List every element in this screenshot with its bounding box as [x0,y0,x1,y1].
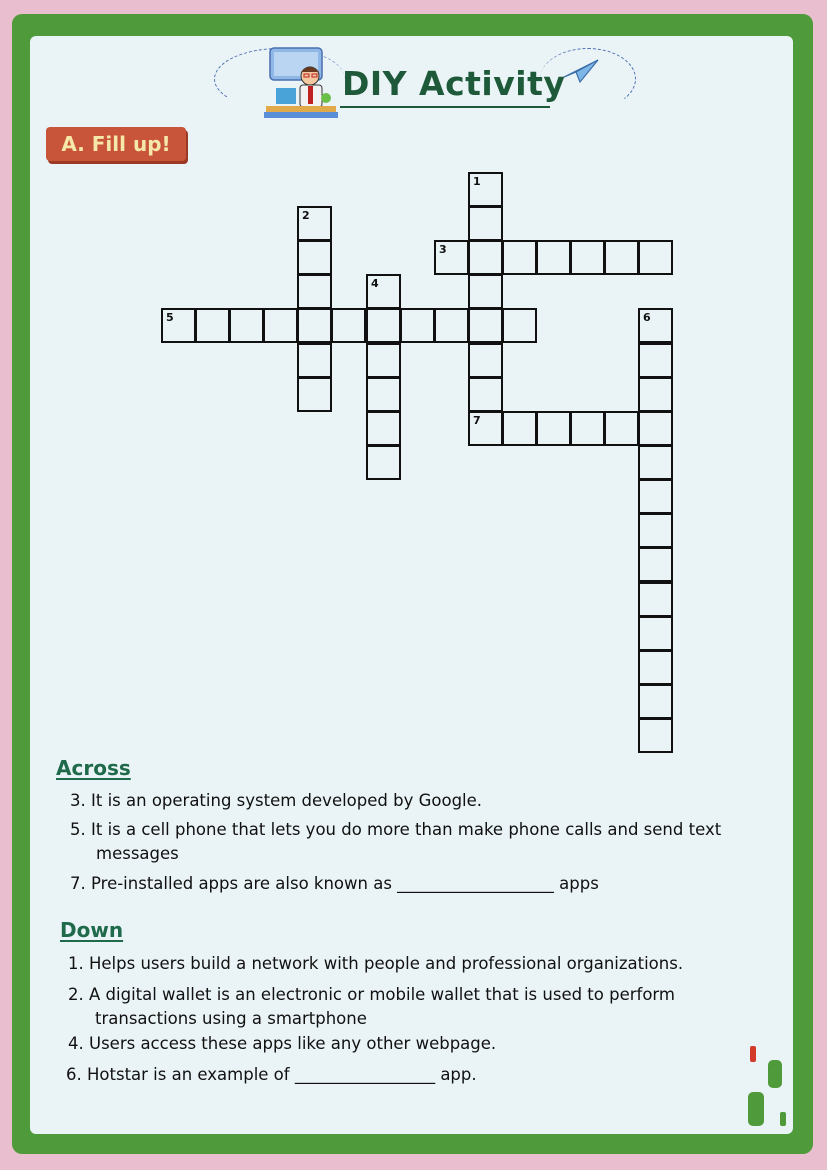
crossword-cell[interactable] [638,582,673,617]
crossword-cell[interactable] [297,206,332,241]
clue-number: 6. [66,1065,82,1084]
crossword-cell[interactable] [297,308,332,343]
clue-across-3 [70,789,482,813]
crossword-cell[interactable] [638,547,673,582]
crossword-cell[interactable] [468,172,503,207]
crossword-cell[interactable] [229,308,264,343]
crossword-cell[interactable] [638,650,673,685]
crossword-clue-number: 4 [371,277,379,290]
crossword-cell[interactable] [331,308,366,343]
clue-number: 5. [70,820,86,839]
paper-plane-icon [560,58,600,84]
crossword-cell[interactable] [263,308,298,343]
crossword-cell[interactable] [434,308,469,343]
crossword-cell[interactable] [638,343,673,378]
clue-text: Pre-installed apps are also known as ___________________ apps [91,874,599,893]
crossword-cell[interactable] [638,308,673,343]
crossword-cell[interactable] [468,240,503,275]
crossword-cell[interactable] [638,240,673,275]
clue-across-5 [70,818,721,842]
clue-number: 2. [68,985,84,1004]
crossword-cell[interactable] [366,343,401,378]
clue-down-2 [68,983,675,1007]
clue-text: Users access these apps like any other webpage. [89,1034,497,1053]
crossword-clue-number: 6 [643,311,651,324]
clue-number: 1. [68,954,84,973]
crossword-cell[interactable] [638,513,673,548]
crossword-cell[interactable] [638,616,673,651]
crossword-cell[interactable] [604,240,639,275]
clue-text: It is an operating system developed by Google. [91,791,483,810]
down-heading: Down [60,918,124,942]
crossword-cell[interactable] [297,343,332,378]
clue-number: 7. [70,874,86,893]
crossword-cell[interactable] [570,240,605,275]
crossword-cell[interactable] [366,411,401,446]
crossword-cell[interactable] [502,411,537,446]
crossword-cell[interactable] [400,308,435,343]
crossword-clue-number: 7 [473,414,481,427]
clue-text: Helps users build a network with people and professional organizations. [89,954,684,973]
crossword-cell[interactable] [536,240,571,275]
crossword-cell[interactable] [434,240,469,275]
crossword-cell[interactable] [297,240,332,275]
crossword-clue-number: 2 [302,209,310,222]
crossword-cell[interactable] [536,411,571,446]
crossword-cell[interactable] [195,308,230,343]
crossword-cell[interactable] [468,411,503,446]
crossword-cell[interactable] [468,343,503,378]
clue-number: 4. [68,1034,84,1053]
crossword-cell[interactable] [468,377,503,412]
crossword-cell[interactable] [366,445,401,480]
crossword-cell[interactable] [502,308,537,343]
across-heading: Across [56,756,131,780]
paint-stroke-decoration [744,1042,790,1132]
crossword-cell[interactable] [468,274,503,309]
crossword-cell[interactable] [638,411,673,446]
clue-down-4 [68,1032,496,1056]
clue-across-5-continued: messages [96,844,179,863]
clue-number: 3. [70,791,86,810]
student-laptop-illustration [262,46,342,122]
crossword-clue-number: 3 [439,243,447,256]
crossword-clue-number: 5 [166,311,174,324]
crossword-cell[interactable] [638,718,673,753]
crossword-cell[interactable] [638,479,673,514]
clue-down-1 [68,952,683,976]
title-underline [340,106,550,108]
worksheet-paper [30,36,793,1134]
crossword-cell[interactable] [297,377,332,412]
crossword-cell[interactable] [161,308,196,343]
clue-text: Hotstar is an example of _________________ app. [87,1065,477,1084]
clue-text: It is a cell phone that lets you do more than make phone calls and send text [91,820,722,839]
crossword-cell[interactable] [604,411,639,446]
crossword-cell[interactable] [366,377,401,412]
crossword-cell[interactable] [638,377,673,412]
crossword-cell[interactable] [638,445,673,480]
crossword-cell[interactable] [502,240,537,275]
crossword-cell[interactable] [468,206,503,241]
crossword-cell[interactable] [638,684,673,719]
clue-across-7 [70,872,599,896]
section-badge: A. Fill up! [46,127,186,161]
crossword-cell[interactable] [468,308,503,343]
clue-text: A digital wallet is an electronic or mobile wallet that is used to perform [89,985,675,1004]
crossword-cell[interactable] [570,411,605,446]
crossword-cell[interactable] [366,308,401,343]
page-title: DIY Activity [342,64,566,103]
crossword-clue-number: 1 [473,175,481,188]
clue-down-2-continued: transactions using a smartphone [95,1009,367,1028]
crossword-cell[interactable] [297,274,332,309]
clue-down-6 [66,1063,477,1087]
crossword-cell[interactable] [366,274,401,309]
